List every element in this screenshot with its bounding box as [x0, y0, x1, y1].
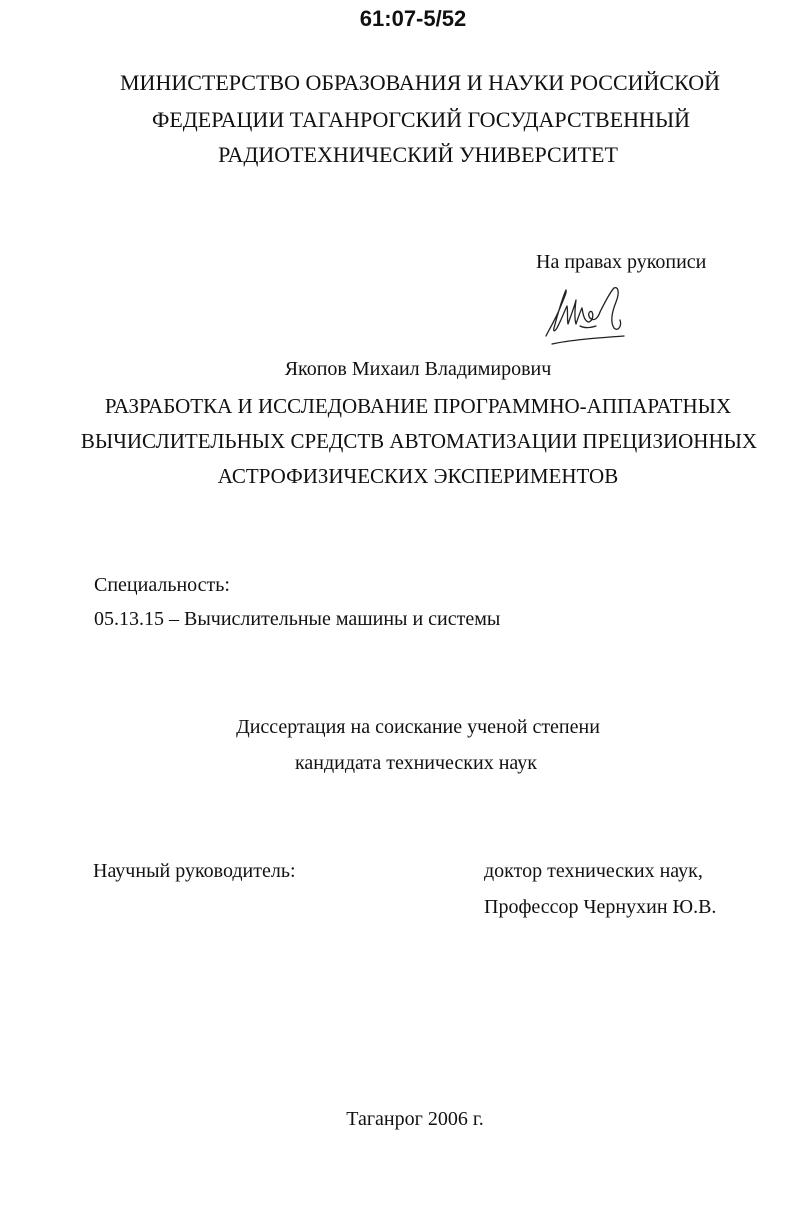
- specialty-label: Специальность:: [94, 574, 230, 596]
- manuscript-rights-note: На правах рукописи: [536, 251, 707, 273]
- author-signature: [540, 278, 630, 348]
- organization-line-2: ФЕДЕРАЦИИ ТАГАНРОГСКИЙ ГОСУДАРСТВЕННЫЙ: [151, 107, 691, 132]
- dissertation-title-line-1: РАЗРАБОТКА И ИССЛЕДОВАНИЕ ПРОГРАММНО-АППАРАТНЫХ: [104, 394, 732, 418]
- specialty-value: 05.13.15 – Вычислительные машины и системы: [94, 608, 501, 630]
- author-name: Якопов Михаил Владимирович: [284, 358, 552, 380]
- dissertation-title-line-3: АСТРОФИЗИЧЕСКИХ ЭКСПЕРИМЕНТОВ: [217, 464, 619, 488]
- organization-line-3: РАДИОТЕХНИЧЕСКИЙ УНИВЕРСИТЕТ: [218, 142, 618, 167]
- place-and-year: Таганрог 2006 г.: [346, 1108, 484, 1130]
- supervisor-name: Профессор Чернухин Ю.В.: [484, 896, 717, 918]
- organization-line-1: МИНИСТЕРСТВО ОБРАЗОВАНИЯ И НАУКИ РОССИЙСКОЙ: [120, 70, 720, 95]
- degree-line-2: кандидата технических наук: [294, 752, 538, 774]
- degree-line-1: Диссертация на соискание ученой степени: [236, 716, 600, 738]
- supervisor-degree: доктор технических наук,: [484, 860, 703, 882]
- dissertation-title-line-2: ВЫЧИСЛИТЕЛЬНЫХ СРЕДСТВ АВТОМАТИЗАЦИИ ПРЕЦИЗИОННЫХ: [80, 429, 758, 453]
- supervisor-label: Научный руководитель:: [93, 860, 296, 882]
- catalog-number: 61:07-5/52: [359, 6, 467, 31]
